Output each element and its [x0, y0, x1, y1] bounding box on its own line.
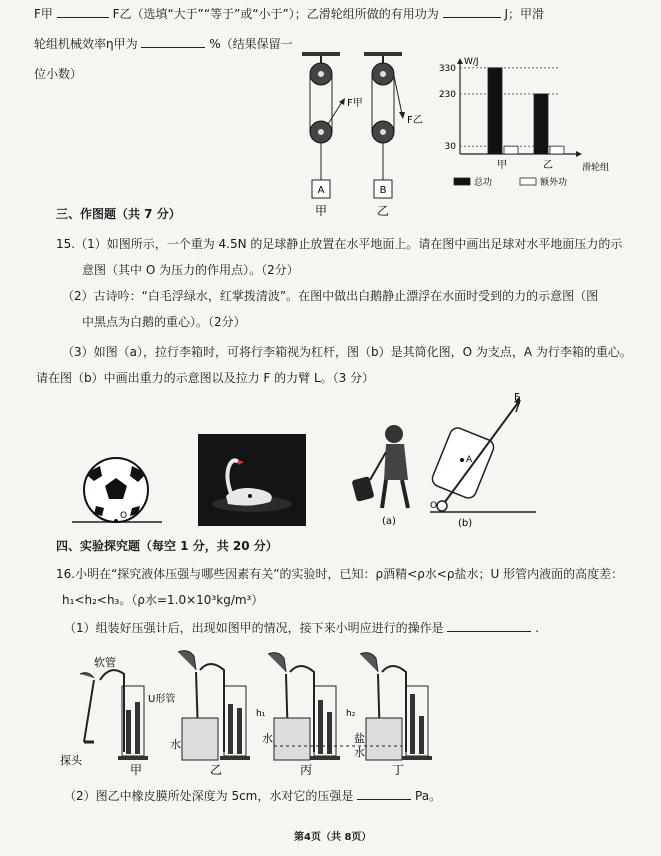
q16-2 [64, 788, 441, 804]
legend-swatch-1 [520, 178, 536, 185]
work-bar-chart [430, 52, 630, 202]
q15-3-line2: 请在图（b）中画出重力的示意图以及拉力 F 的力臂 L。（3 分） [36, 371, 375, 385]
caption-jia: 甲 [130, 763, 143, 777]
caption-ding: 丁 [392, 763, 405, 777]
pulley-caption-jia: 甲 [314, 204, 328, 218]
label-hose: 软管 [94, 656, 116, 669]
q16-1-text: （1）组装好压强计后，出现如图甲的情况，接下来小明应进行的操作是 [64, 621, 444, 635]
answer-blank-5[interactable] [357, 788, 411, 800]
legend-label-1: 额外功 [540, 178, 568, 188]
soccer-ball-figure [72, 448, 172, 528]
y-axis-label: W/J [464, 57, 479, 67]
answer-blank-2[interactable] [443, 6, 501, 18]
q16-line1: 16.小明在“探究液体压强与哪些因素有关”的实验时，已知：ρ酒精<ρ水<ρ盐水；U 形管内液面的高度差： [56, 567, 624, 581]
u-tube-jia [80, 670, 148, 760]
top-line-1 [34, 6, 544, 22]
f-jia-arrow-label: F甲 [347, 98, 363, 109]
y-tick-label-1: 230 [438, 89, 456, 100]
top-line-2 [34, 36, 293, 52]
point-a [460, 458, 464, 462]
label-probe: 探头 [60, 754, 82, 767]
label-h2: h₂ [346, 709, 356, 719]
box-a-label: A [317, 185, 325, 196]
answer-blank-1[interactable] [57, 6, 109, 18]
q15-2-line2: 中黑点为白鹅的重心）。（2分） [82, 315, 246, 329]
x-tick-label-0: 甲 [497, 160, 507, 171]
label-water-bing: 水 [262, 732, 273, 745]
bar-0-0 [488, 68, 502, 154]
q16-2-unit: Pa。 [415, 789, 442, 803]
pulley-caption-yi: 乙 [376, 204, 390, 218]
beaker-bing [274, 718, 310, 760]
x-tick-label-1: 乙 [543, 160, 553, 171]
label-salt: 盐 [354, 732, 365, 745]
label-a: A [466, 455, 473, 465]
label-water-yi: 水 [170, 738, 181, 751]
ceiling-yi [364, 52, 402, 56]
top-line1-unit: J；甲滑 [504, 7, 544, 21]
label-o: O [430, 501, 438, 511]
y-axis-arrow [457, 58, 463, 64]
u-tube-ding [360, 653, 432, 760]
x-axis-label: 滑轮组 [582, 163, 610, 173]
wheel-o [437, 501, 447, 511]
q16-1 [64, 620, 539, 636]
top-line1-text: F乙（选填“大于”“等于”或“小于”）；乙滑轮组所做的有用功为 [112, 7, 439, 21]
bar-1-1 [550, 146, 564, 154]
suitcase-outline [430, 426, 496, 501]
point-o [114, 519, 118, 523]
arrow-f-yi [399, 112, 405, 119]
f-yi-arrow-label: F乙 [407, 115, 423, 126]
u-tube-experiment-figure [60, 650, 460, 780]
caption-a: (a) [382, 516, 396, 527]
beaker-yi [182, 718, 218, 760]
caption-bing: 丙 [300, 763, 313, 777]
legend-swatch-0 [454, 178, 470, 185]
q15-3-line1: （3）如图（a），拉行李箱时，可将行李箱视为杠杆，图（b）是其简化图，O 为支点，A 为行李箱的重心。 [62, 345, 632, 359]
caption-yi: 乙 [210, 763, 223, 777]
beaker-ding [366, 718, 402, 760]
top-line2-unit: %（结果保留一 [209, 37, 293, 51]
f-jia-label: F甲 [34, 7, 53, 21]
answer-blank-3[interactable] [141, 36, 205, 48]
q16-2-text: （2）图乙中橡皮膜所处深度为 5cm，水对它的压强是 [64, 789, 354, 803]
top-line-3: 位小数） [34, 67, 83, 81]
y-tick-label-2: 30 [444, 142, 456, 153]
q15-1-line1: 15.（1）如图所示，一个重为 4.5N 的足球静止放置在水平地面上。请在图中画出足球对水平地面压力的示 [56, 237, 623, 251]
label-h1: h₁ [256, 709, 266, 719]
q16-1-period: . [535, 621, 540, 635]
answer-blank-4[interactable] [447, 620, 531, 632]
y-tick-label-0: 330 [438, 63, 456, 74]
lever-diagram-b [428, 390, 538, 530]
section4-heading: 四、实验探究题（每空 1 分，共 20 分） [56, 539, 278, 553]
swan-photo [198, 434, 306, 526]
u-tube-bing [268, 653, 340, 760]
arrow-f-jia [339, 98, 345, 105]
label-salt-water: 水 [354, 746, 365, 759]
legend-label-0: 总功 [474, 178, 493, 188]
box-b-label: B [379, 185, 387, 196]
label-f: F [514, 392, 520, 403]
ceiling-jia [302, 52, 340, 56]
soccer-o-label: O [120, 511, 128, 521]
q15-1-line2: 意图（其中 O 为压力的作用点）。（2分） [82, 263, 299, 277]
section3-heading: 三、作图题（共 7 分） [56, 207, 181, 221]
traveler-figure-a [348, 418, 428, 530]
x-axis-arrow [576, 151, 582, 157]
bar-0-1 [504, 146, 518, 154]
swan-gravity-center [248, 494, 252, 498]
pulley-figure [290, 52, 423, 222]
top-line2-text: 轮组机械效率η甲为 [34, 37, 138, 51]
bar-1-0 [534, 94, 548, 154]
label-utube: U形管 [148, 694, 176, 705]
page-footer: 第4页（共 8页） [294, 832, 372, 843]
q16-line2: h₁<h₂<h₃。（ρ水=1.0×10³kg/m³） [62, 593, 264, 607]
traveler-head [385, 425, 403, 443]
q15-2-line1: （2）古诗吟：“白毛浮绿水，红掌拨清波”。在图中做出白鹅静止漂浮在水面时受到的力的示意图（图 [62, 289, 599, 303]
u-tube-yi [178, 651, 250, 760]
caption-b: (b) [458, 518, 473, 529]
